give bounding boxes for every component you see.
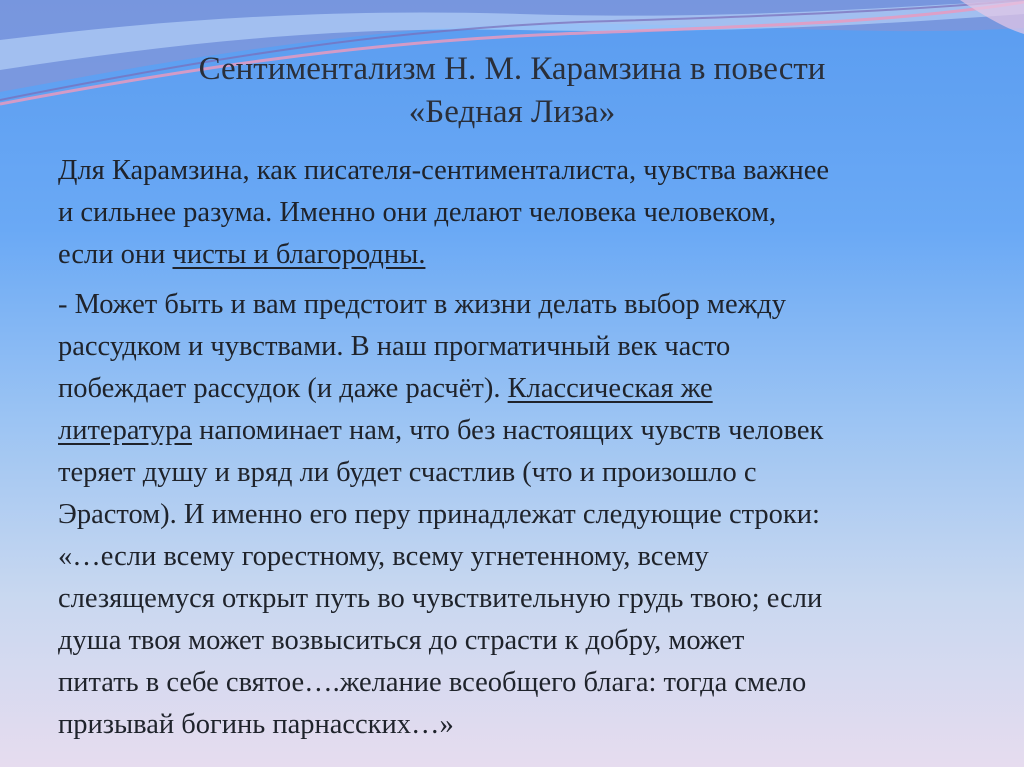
p2-line-5: теряет душу и вряд ли будет счастлив (что и произошло с (58, 457, 757, 488)
p1-line-3-prefix: если они (58, 239, 173, 270)
p2-line-3-prefix: побеждает рассудок (и даже расчёт). (58, 373, 508, 404)
paragraph-1 (58, 150, 978, 276)
p2-line-1: - Может быть и вам предстоит в жизни делать выбор между (58, 289, 787, 320)
p1-line-1: Для Карамзина, как писателя-сентименталиста, чувства важнее (58, 155, 830, 186)
p2-line-4 (58, 410, 978, 452)
p2-line-6: Эрастом). И именно его перу принадлежат следующие строки: (58, 499, 820, 530)
p2-line-10: питать в себе святое….желание всеобщего блага: тогда смело (58, 667, 807, 698)
p1-line-2: и сильнее разума. Именно они делают человека человеком, (58, 197, 777, 228)
underlined-word-literature: литература (58, 415, 192, 446)
title-line-2: «Бедная Лиза» (408, 94, 616, 130)
p2-line-9: душа твоя может возвыситься до страсти к добру, может (58, 625, 745, 656)
slide-body (58, 150, 978, 754)
p2-line-2: рассудком и чувствами. В наш прогматичный век часто (58, 331, 731, 362)
p2-line-3 (58, 368, 978, 410)
p2-line-11: призывай богинь парнасских…» (58, 709, 454, 740)
p1-line-3 (58, 234, 978, 276)
paragraph-2 (58, 284, 978, 746)
p2-line-4-suffix: напоминает нам, что без настоящих чувств человек (191, 415, 824, 446)
p2-line-7: «…если всему горестному, всему угнетенному, всему (58, 541, 709, 572)
underlined-phrase-classical: Классическая же (507, 373, 713, 404)
p2-line-8: слезящемуся открыт путь во чувствительную грудь твою; если (58, 583, 823, 614)
slide-title (60, 48, 964, 134)
underlined-phrase-pure-noble: чисты и благородны. (172, 239, 426, 270)
title-line-1: Сентиментализм Н. М. Карамзина в повести (198, 51, 826, 87)
